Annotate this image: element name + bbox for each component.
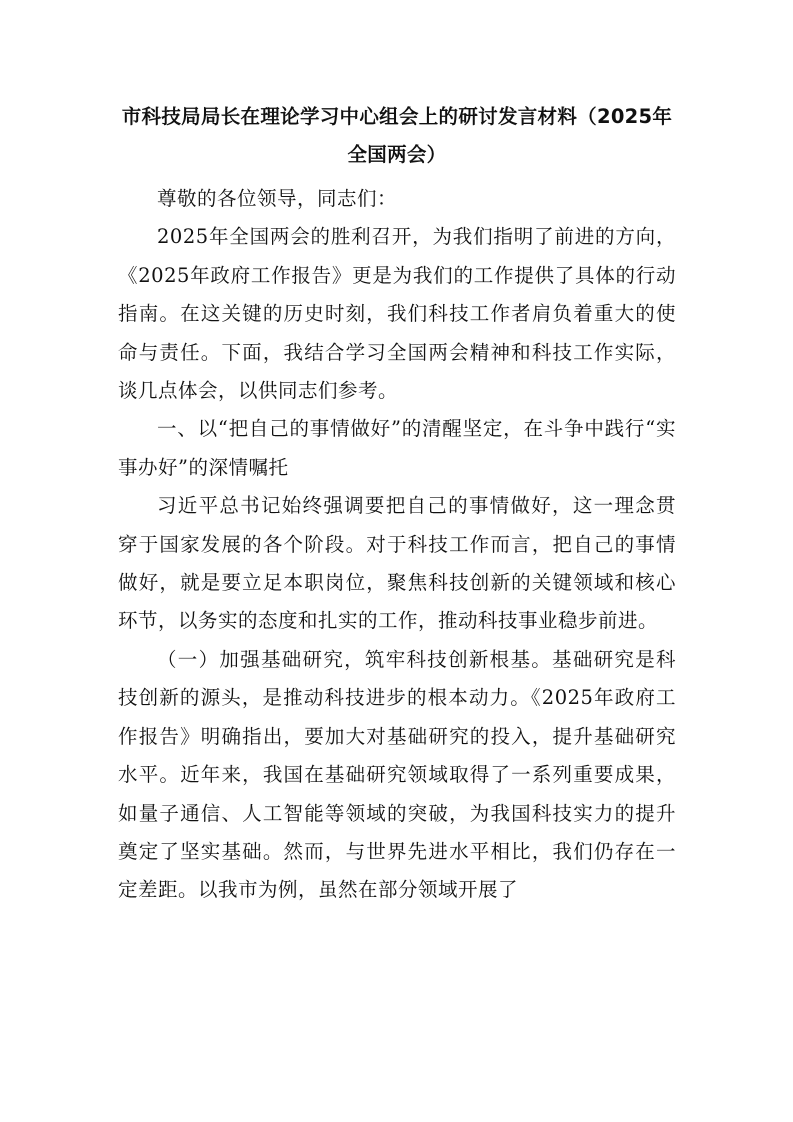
document-title: 市科技局局长在理论学习中心组会上的研讨发言材料（2025年全国两会） (121, 105, 673, 166)
section-heading-1: 一、以“把自己的事情做好”的清醒坚定，在斗争中践行“实事办好”的深情嘱托 (118, 417, 676, 479)
paragraph-subsection-1: （一）加强基础研究，筑牢科技创新根基。基础研究是科技创新的源头，是推动科技进步的根本动力。《2025年政府工作报告》明确指出，要加大对基础研究的投入，提升基础研究水平。近年来，我国在基础研究领域取得了一系列重要成果，如量子通信、人工智能等领域的突破，为我国科技实力的提升奠定了坚实基础。然而，与世界先进水平相比，我们仍存在一定差距。以我市为例，虽然在部分领域开展了 (118, 647, 676, 902)
paragraph-section-1: 习近平总书记始终强调要把自己的事情做好，这一理念贯穿于国家发展的各个阶段。对于科技工作而言，把自己的事情做好，就是要立足本职岗位，聚焦科技创新的关键领域和核心环节，以务实的态度和扎实的工作，推动科技事业稳步前进。 (118, 494, 676, 633)
document-page (118, 0, 676, 910)
paragraph-intro: 2025年全国两会的胜利召开，为我们指明了前进的方向，《2025年政府工作报告》更是为我们的工作提供了具体的行动指南。在这关键的历史时刻，我们科技工作者肩负着重大的使命与责任。下面，我结合学习全国两会精神和科技工作实际，谈几点体会，以供同志们参考。 (118, 225, 676, 403)
salutation: 尊敬的各位领导，同志们： (157, 187, 398, 210)
